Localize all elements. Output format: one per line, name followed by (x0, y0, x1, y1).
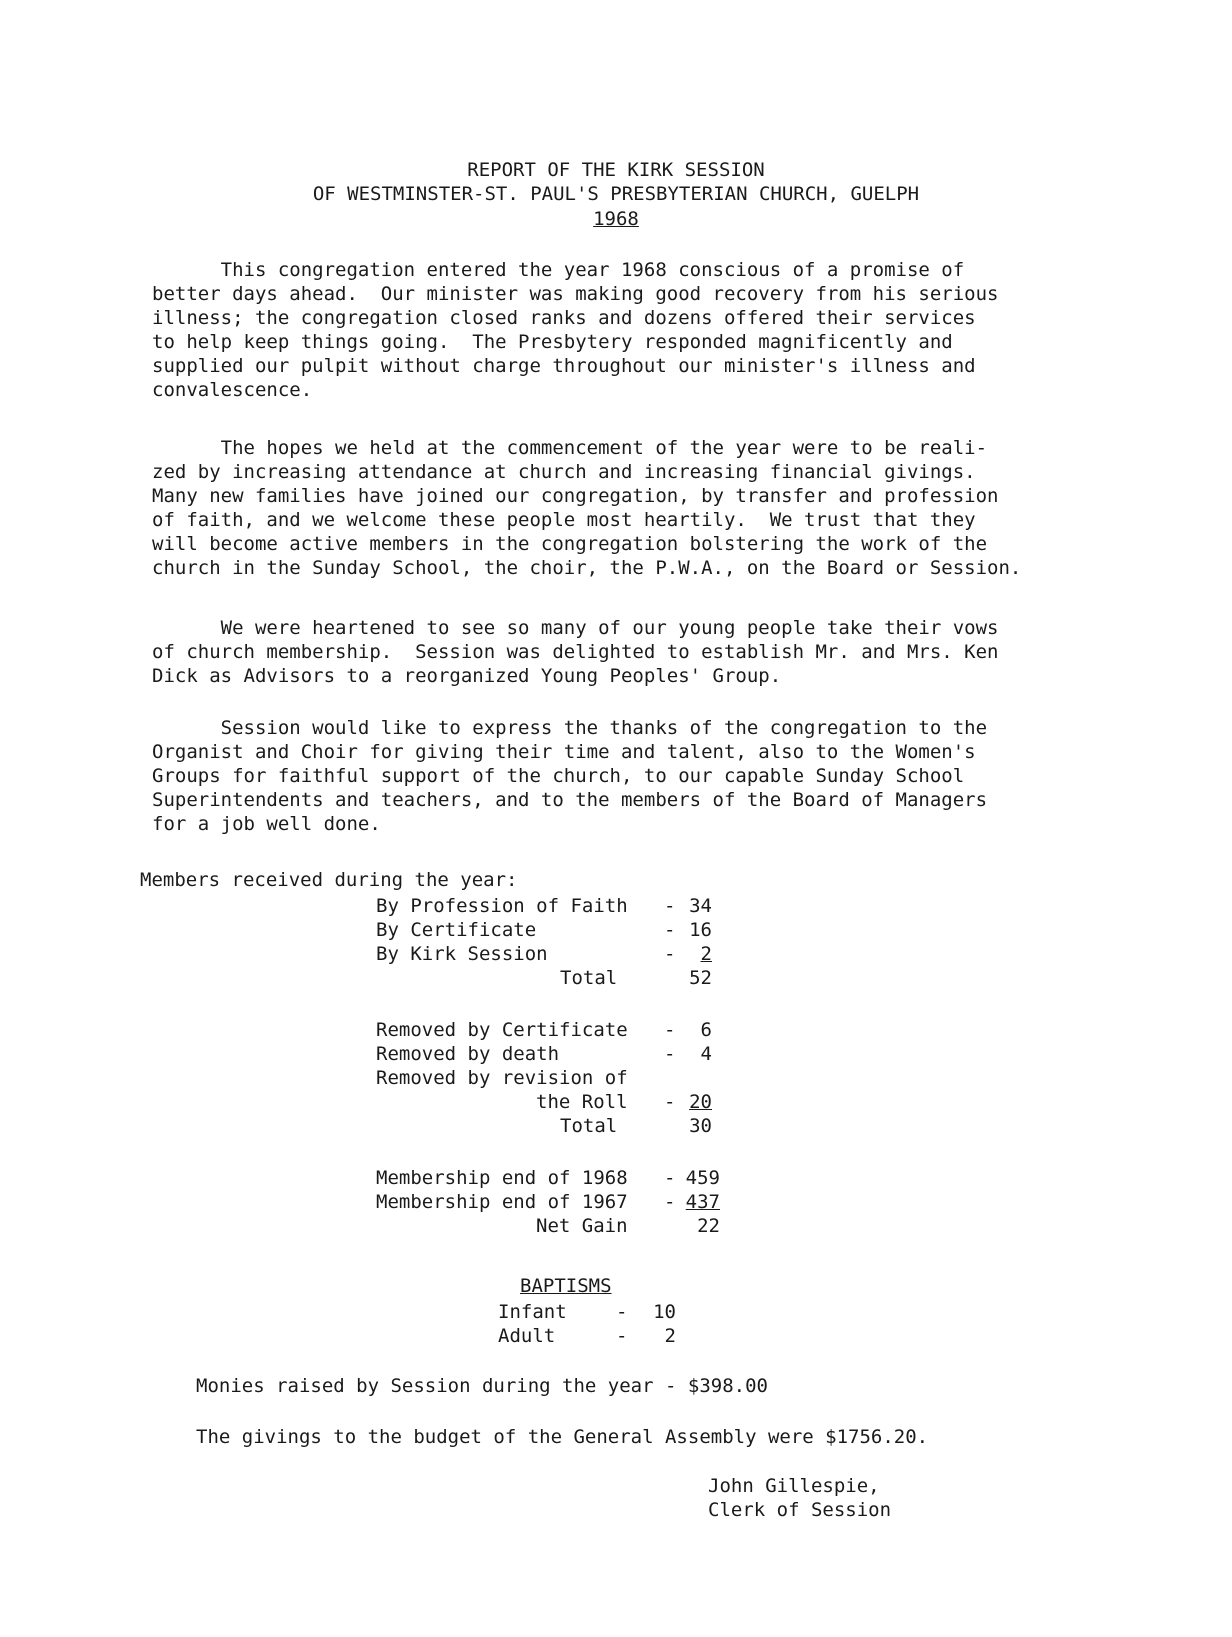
report-year: 1968 (593, 208, 639, 230)
paragraph-3 (152, 616, 1087, 688)
stat-label: Membership end of 1968 (376, 1167, 628, 1189)
paragraph-line: convalescence. (152, 379, 313, 401)
paragraph-line: for a job well done. (152, 813, 381, 835)
stat-dash: - (664, 1043, 676, 1065)
paragraph-line: Groups for faithful support of the church, to our capable Sunday School (152, 765, 965, 787)
paragraph-line: We were heartened to see so many of our young people take their vows (152, 617, 999, 639)
paragraph-line: This congregation entered the year 1968 conscious of a promise of (152, 259, 965, 281)
stat-value: 459 (685, 1167, 720, 1189)
stat-label: Membership end of 1967 (376, 1191, 628, 1213)
stat-value: 20 (689, 1091, 712, 1113)
paragraph-line: church in the Sunday School, the choir, the P.W.A., on the Board or Session. (152, 557, 1022, 579)
paragraph-line: Many new families have joined our congregation, by transfer and profession (152, 485, 999, 507)
stat-label: Infant (498, 1301, 567, 1323)
paragraph-line: illness; the congregation closed ranks and dozens offered their services (152, 307, 976, 329)
paragraph-line: The hopes we held at the commencement of the year were to be reali- (152, 437, 988, 459)
stat-dash: - (664, 1019, 676, 1041)
paragraph-line: supplied our pulpit without charge throughout our minister's illness and (152, 355, 976, 377)
stat-label: By Kirk Session (376, 943, 548, 965)
paragraph-line: Session would like to express the thanks of the congregation to the (152, 717, 988, 739)
stat-label: Adult (498, 1325, 556, 1347)
total-value: 30 (689, 1115, 712, 1137)
report-title: REPORT OF THE KIRK SESSION (467, 159, 765, 181)
stat-dash: - (664, 895, 676, 917)
total-label: Net Gain (536, 1215, 628, 1237)
paragraph-1 (152, 258, 1087, 402)
stat-dash: - (664, 919, 676, 941)
paragraph-line: zed by increasing attendance at church and increasing financial givings. (152, 461, 976, 483)
stat-label: Removed by Certificate (376, 1019, 628, 1041)
signature-title: Clerk of Session (708, 1499, 892, 1521)
church-name: OF WESTMINSTER-ST. PAUL'S PRESBYTERIAN CHURCH, GUELPH (312, 183, 920, 205)
stat-value: 2 (700, 943, 712, 965)
stat-dash: - (664, 1167, 676, 1189)
stat-dash: - (616, 1301, 628, 1323)
stat-value: 10 (653, 1301, 676, 1323)
paragraph-line: to help keep things going. The Presbytery responded magnificently and (152, 331, 953, 353)
stat-dash: - (664, 1091, 676, 1113)
stat-dash: - (664, 943, 676, 965)
paragraph-line: of church membership. Session was delighted to establish Mr. and Mrs. Ken (152, 641, 999, 663)
stat-label: By Profession of Faith (376, 895, 628, 917)
paragraph-line: will become active members in the congregation bolstering the work of the (152, 533, 988, 555)
stat-label: Removed by death (376, 1043, 560, 1065)
paragraph-line: Superintendents and teachers, and to the members of the Board of Managers (152, 789, 988, 811)
stat-label: By Certificate (376, 919, 537, 941)
stat-value: 2 (664, 1325, 676, 1347)
stat-value: 4 (700, 1043, 712, 1065)
monies-raised: Monies raised by Session during the year - $398.00 (196, 1375, 768, 1397)
total-label: Total (560, 967, 618, 989)
signature-name: John Gillespie, (708, 1475, 880, 1497)
paragraph-line: Organist and Choir for giving their time and talent, also to the Women's (152, 741, 976, 763)
total-label: Total (560, 1115, 618, 1137)
paragraph-4 (152, 716, 1087, 836)
paragraph-2 (152, 436, 1087, 580)
stat-dash: - (664, 1191, 676, 1213)
total-value: 52 (689, 967, 712, 989)
paragraph-line: better days ahead. Our minister was making good recovery from his serious (152, 283, 999, 305)
stat-label: Removed by revision of (376, 1067, 628, 1089)
stat-value: 437 (685, 1191, 720, 1213)
stat-value: 16 (689, 919, 712, 941)
stat-dash: - (616, 1325, 628, 1347)
assembly-givings: The givings to the budget of the General Assembly were $1756.20. (196, 1426, 929, 1448)
baptisms-heading: BAPTISMS (520, 1275, 612, 1297)
stat-value: 34 (689, 895, 712, 917)
members-heading: Members received during the year: (140, 869, 518, 891)
paragraph-line: of faith, and we welcome these people most heartily. We trust that they (152, 509, 976, 531)
stat-value: 6 (700, 1019, 712, 1041)
total-value: 22 (697, 1215, 720, 1237)
paragraph-line: Dick as Advisors to a reorganized Young Peoples' Group. (152, 665, 782, 687)
stat-label: the Roll (536, 1091, 628, 1113)
